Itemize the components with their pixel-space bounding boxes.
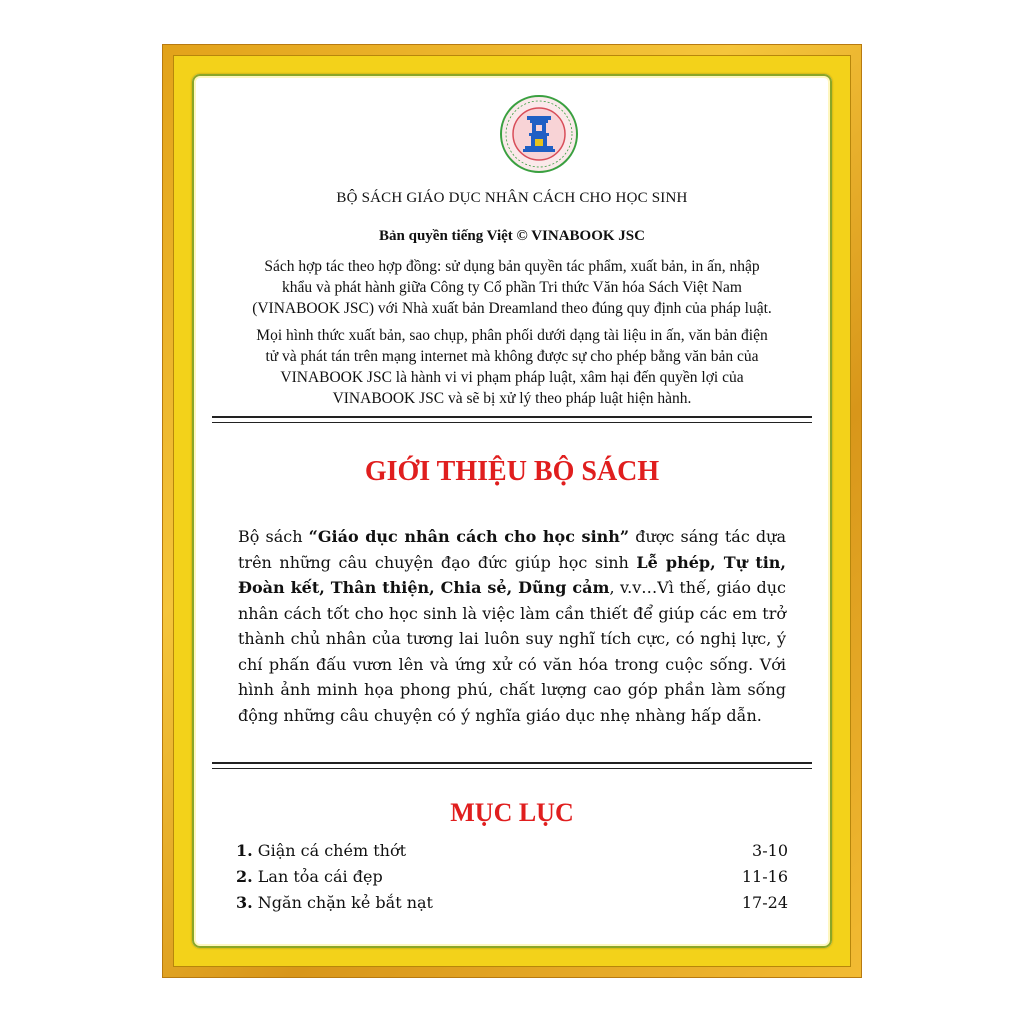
intro-text-1: Bộ sách [238, 527, 309, 546]
page [192, 74, 832, 948]
series-name-bold: “Giáo dục nhân cách cho học sinh” [308, 527, 630, 546]
publishing-agreement-paragraph: Sách hợp tác theo hợp đồng: sử dụng bản quyền tác phẩm, xuất bản, in ấn, nhập khẩu và phát hành giữa Công ty Cổ phần Tri thức Văn hóa Sách Việt Nam (VINABOOK JSC) với Nhà xuất bản Dreamland theo đúng quy định của pháp luật. [252, 258, 772, 317]
intro-text-3: , v.v…Vì thế, giáo dục nhân cách tốt cho học sinh là việc làm cần thiết để giúp các em trở thành chủ nhân của tương lai luôn suy nghĩ tích cực, có nghị lực, ý chí phấn đấu vươn lên và ứng xử có văn hóa trong cuộc sống. Với hình ảnh minh họa phong phú, chất lượng cao góp phần làm sống động những câu chuyện có ý nghĩa giáo dục nhẹ nhàng hấp dẫn. [238, 578, 786, 725]
toc-item-pages: 17-24 [741, 893, 788, 912]
toc-item [236, 864, 788, 890]
toc-item-title-wrap [236, 890, 433, 916]
divider [212, 762, 812, 769]
toc-item-number: 3. [236, 893, 253, 912]
table-of-contents [236, 838, 788, 916]
toc-item-title: Ngăn chặn kẻ bắt nạt [257, 893, 433, 912]
toc-item [236, 890, 788, 916]
toc-heading: MỤC LỤC [450, 798, 574, 827]
toc-item-number: 2. [236, 867, 253, 886]
gold-frame [162, 44, 862, 978]
copyright-line: Bản quyền tiếng Việt © VINABOOK JSC [379, 228, 645, 244]
publisher-seal-logo [499, 94, 579, 174]
toc-item-title: Giận cá chém thớt [257, 841, 406, 860]
toc-item-pages: 3-10 [752, 841, 788, 860]
toc-item-number: 1. [236, 841, 253, 860]
series-title: BỘ SÁCH GIÁO DỤC NHÂN CÁCH CHO HỌC SINH [336, 190, 688, 206]
toc-item-title-wrap [236, 864, 383, 890]
intro-paragraph [238, 524, 786, 728]
virtues-bold: Lễ phép, Tự tin, Đoàn kết, Thân thiện, Chia sẻ, Dũng cảm [238, 552, 787, 597]
toc-item [236, 838, 788, 864]
divider [212, 416, 812, 423]
toc-item-pages: 11-16 [741, 867, 788, 886]
intro-text-2: được sáng tác dựa trên những câu chuyện đạo đức giúp học sinh [238, 527, 787, 572]
toc-item-title-wrap [236, 838, 406, 864]
yellow-frame [173, 55, 851, 967]
copyright-warning-paragraph: Mọi hình thức xuất bản, sao chụp, phân phối dưới dạng tài liệu in ấn, văn bản điện tử và phát tán trên mạng internet mà không được sự cho phép bằng văn bản của VINABOOK JSC là hành vi vi phạm pháp luật, xâm hại đến quyền lợi của VINABOOK JSC và sẽ bị xử lý theo pháp luật hiện hành. [256, 327, 768, 407]
intro-heading: GIỚI THIỆU BỘ SÁCH [364, 456, 660, 487]
toc-item-title: Lan tỏa cái đẹp [257, 867, 383, 886]
